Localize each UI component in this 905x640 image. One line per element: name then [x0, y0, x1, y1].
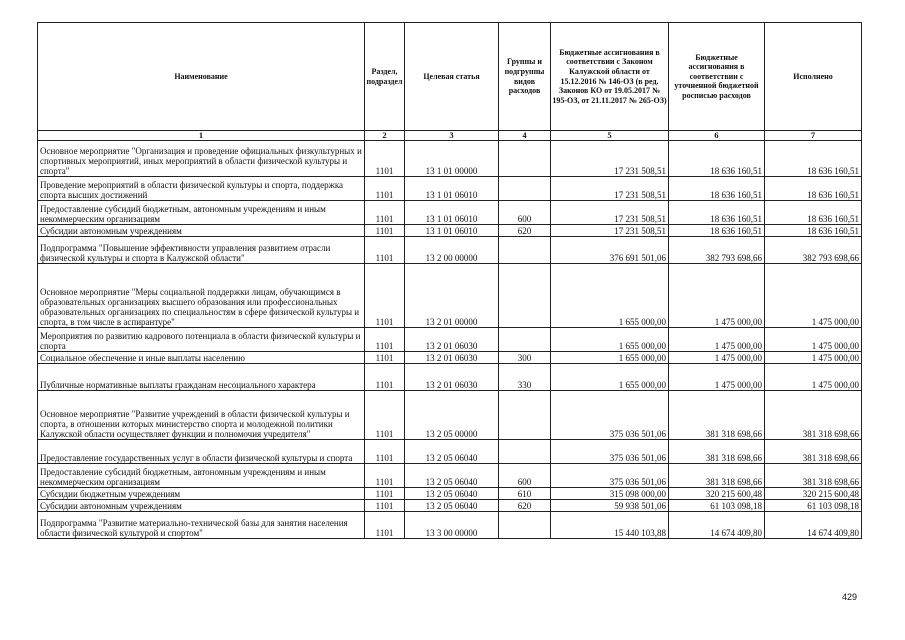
column-number: 5	[551, 131, 669, 141]
row-approved-amount: 15 440 103,88	[551, 512, 669, 539]
row-section: 1101	[365, 440, 405, 464]
row-executed-amount: 1 475 000,00	[765, 352, 862, 364]
row-name: Предоставление государственных услуг в области физической культуры и спорта	[38, 440, 365, 464]
row-refined-amount: 320 215 600,48	[669, 488, 765, 500]
row-refined-amount: 1 475 000,00	[669, 352, 765, 364]
table-row	[38, 440, 862, 464]
row-executed-amount: 61 103 098,18	[765, 500, 862, 512]
row-name: Публичные нормативные выплаты гражданам несоциального характера	[38, 364, 365, 391]
row-section: 1101	[365, 141, 405, 177]
row-refined-amount: 18 636 160,51	[669, 177, 765, 201]
row-executed-amount: 381 318 698,66	[765, 464, 862, 488]
row-expense-group: 620	[499, 225, 551, 237]
table-row	[38, 141, 862, 177]
table-row	[38, 364, 862, 391]
row-refined-amount: 381 318 698,66	[669, 391, 765, 440]
row-approved-amount: 376 691 501,06	[551, 237, 669, 264]
table-row	[38, 177, 862, 201]
row-approved-amount: 59 938 501,06	[551, 500, 669, 512]
row-approved-amount: 1 655 000,00	[551, 364, 669, 391]
row-refined-amount: 381 318 698,66	[669, 464, 765, 488]
column-number-row	[38, 131, 862, 141]
row-executed-amount: 18 636 160,51	[765, 177, 862, 201]
row-section: 1101	[365, 500, 405, 512]
row-expense-group	[499, 512, 551, 539]
row-name: Мероприятия по развитию кадрового потенциала в области физической культуры и спорта	[38, 328, 365, 352]
row-approved-amount: 17 231 508,51	[551, 141, 669, 177]
row-target-article: 13 2 01 06030	[405, 364, 499, 391]
column-number: 7	[765, 131, 862, 141]
table-row	[38, 225, 862, 237]
row-approved-amount: 1 655 000,00	[551, 328, 669, 352]
row-refined-amount: 14 674 409,80	[669, 512, 765, 539]
column-number: 1	[38, 131, 365, 141]
row-executed-amount: 320 215 600,48	[765, 488, 862, 500]
row-executed-amount: 1 475 000,00	[765, 364, 862, 391]
row-section: 1101	[365, 328, 405, 352]
row-refined-amount: 1 475 000,00	[669, 328, 765, 352]
table-header-row	[38, 23, 862, 131]
header-refined: Бюджетные ассигнования в соответствии с уточненной бюджетной росписью расходов	[669, 23, 765, 131]
table-row	[38, 391, 862, 440]
row-name: Основное мероприятие "Развитие учреждений в области физической культуры и спорта, в отношении которых министерство спорта и молодежной политики Калужской области осуществляет функции и полномочия учредителя"	[38, 391, 365, 440]
row-expense-group	[499, 391, 551, 440]
row-target-article: 13 3 00 00000	[405, 512, 499, 539]
row-refined-amount: 18 636 160,51	[669, 225, 765, 237]
row-section: 1101	[365, 225, 405, 237]
row-refined-amount: 18 636 160,51	[669, 201, 765, 225]
table-row	[38, 464, 862, 488]
row-target-article: 13 2 00 00000	[405, 237, 499, 264]
row-target-article: 13 2 01 06030	[405, 352, 499, 364]
row-approved-amount: 375 036 501,06	[551, 440, 669, 464]
row-refined-amount: 18 636 160,51	[669, 141, 765, 177]
row-expense-group	[499, 177, 551, 201]
row-section: 1101	[365, 488, 405, 500]
row-name: Основное мероприятие "Меры социальной поддержки лицам, обучающимся в образовательных организациях высшего образования или профессиональных образовательных организациях по специальностям в сфере физической культуры и спорта, в том числе в аспирантуре"	[38, 264, 365, 328]
row-target-article: 13 1 01 06010	[405, 225, 499, 237]
row-approved-amount: 315 098 000,00	[551, 488, 669, 500]
row-approved-amount: 17 231 508,51	[551, 201, 669, 225]
row-executed-amount: 18 636 160,51	[765, 141, 862, 177]
row-refined-amount: 382 793 698,66	[669, 237, 765, 264]
table-row	[38, 488, 862, 500]
table-row	[38, 237, 862, 264]
row-executed-amount: 1 475 000,00	[765, 264, 862, 328]
row-expense-group	[499, 264, 551, 328]
header-target: Целевая статья	[405, 23, 499, 131]
row-approved-amount: 17 231 508,51	[551, 225, 669, 237]
row-section: 1101	[365, 364, 405, 391]
row-target-article: 13 2 05 06040	[405, 440, 499, 464]
budget-table	[37, 22, 862, 539]
row-section: 1101	[365, 264, 405, 328]
row-approved-amount: 1 655 000,00	[551, 264, 669, 328]
row-executed-amount: 382 793 698,66	[765, 237, 862, 264]
row-refined-amount: 381 318 698,66	[669, 440, 765, 464]
row-name: Подпрограмма "Развитие материально-технической базы для занятия населения области физической культурой и спортом"	[38, 512, 365, 539]
row-target-article: 13 1 01 06010	[405, 201, 499, 225]
table-row	[38, 328, 862, 352]
row-expense-group	[499, 141, 551, 177]
row-name: Подпрограмма "Повышение эффективности управления развитием отрасли физической культуры и спорта в Калужской области"	[38, 237, 365, 264]
row-target-article: 13 2 05 00000	[405, 391, 499, 440]
row-target-article: 13 2 05 06040	[405, 488, 499, 500]
row-expense-group	[499, 237, 551, 264]
row-section: 1101	[365, 512, 405, 539]
column-number: 6	[669, 131, 765, 141]
row-executed-amount: 18 636 160,51	[765, 225, 862, 237]
row-name: Проведение мероприятий в области физической культуры и спорта, поддержка спорта высших достижений	[38, 177, 365, 201]
row-approved-amount: 375 036 501,06	[551, 391, 669, 440]
row-name: Предоставление субсидий бюджетным, автономным учреждениям и иным некоммерческим организациям	[38, 201, 365, 225]
row-approved-amount: 375 036 501,06	[551, 464, 669, 488]
row-name: Предоставление субсидий бюджетным, автономным учреждениям и иным некоммерческим организациям	[38, 464, 365, 488]
row-section: 1101	[365, 201, 405, 225]
row-executed-amount: 381 318 698,66	[765, 391, 862, 440]
row-expense-group	[499, 440, 551, 464]
header-name: Наименование	[38, 23, 365, 131]
row-expense-group: 620	[499, 500, 551, 512]
table-row	[38, 264, 862, 328]
table-row	[38, 512, 862, 539]
column-number: 4	[499, 131, 551, 141]
header-approved: Бюджетные ассигнования в соответствии с Законом Калужской области от 15.12.2016 № 146-ОЗ (в ред. Законов КО от 19.05.2017 № 195-ОЗ, от 21.11.2017 № 265-ОЗ)	[551, 23, 669, 131]
table-row	[38, 500, 862, 512]
column-number: 3	[405, 131, 499, 141]
column-number: 2	[365, 131, 405, 141]
row-expense-group: 300	[499, 352, 551, 364]
row-refined-amount: 1 475 000,00	[669, 364, 765, 391]
row-section: 1101	[365, 237, 405, 264]
row-section: 1101	[365, 464, 405, 488]
row-target-article: 13 2 05 06040	[405, 464, 499, 488]
row-executed-amount: 1 475 000,00	[765, 328, 862, 352]
row-section: 1101	[365, 177, 405, 201]
row-section: 1101	[365, 391, 405, 440]
row-executed-amount: 18 636 160,51	[765, 201, 862, 225]
row-section: 1101	[365, 352, 405, 364]
row-approved-amount: 1 655 000,00	[551, 352, 669, 364]
row-refined-amount: 1 475 000,00	[669, 264, 765, 328]
table-row	[38, 352, 862, 364]
row-expense-group: 610	[499, 488, 551, 500]
row-name: Основное мероприятие "Организация и проведение официальных физкультурных и спортивных мероприятий, иных мероприятий в области физической культуры и спорта"	[38, 141, 365, 177]
row-expense-group	[499, 328, 551, 352]
page-number: 429	[842, 592, 858, 602]
row-expense-group: 600	[499, 201, 551, 225]
row-target-article: 13 1 01 00000	[405, 141, 499, 177]
row-executed-amount: 14 674 409,80	[765, 512, 862, 539]
row-name: Социальное обеспечение и иные выплаты населению	[38, 352, 365, 364]
row-approved-amount: 17 231 508,51	[551, 177, 669, 201]
row-target-article: 13 2 01 00000	[405, 264, 499, 328]
row-target-article: 13 2 05 06040	[405, 500, 499, 512]
row-executed-amount: 381 318 698,66	[765, 440, 862, 464]
row-refined-amount: 61 103 098,18	[669, 500, 765, 512]
table-row	[38, 201, 862, 225]
header-executed: Исполнено	[765, 23, 862, 131]
row-name: Субсидии бюджетным учреждениям	[38, 488, 365, 500]
row-name: Субсидии автономным учреждениям	[38, 225, 365, 237]
header-groups: Группы и подгруппы видов расходов	[499, 23, 551, 131]
row-expense-group: 330	[499, 364, 551, 391]
row-expense-group: 600	[499, 464, 551, 488]
row-name: Субсидии автономным учреждениям	[38, 500, 365, 512]
row-target-article: 13 1 01 06010	[405, 177, 499, 201]
header-section: Раздел, подраздел	[365, 23, 405, 131]
row-target-article: 13 2 01 06030	[405, 328, 499, 352]
